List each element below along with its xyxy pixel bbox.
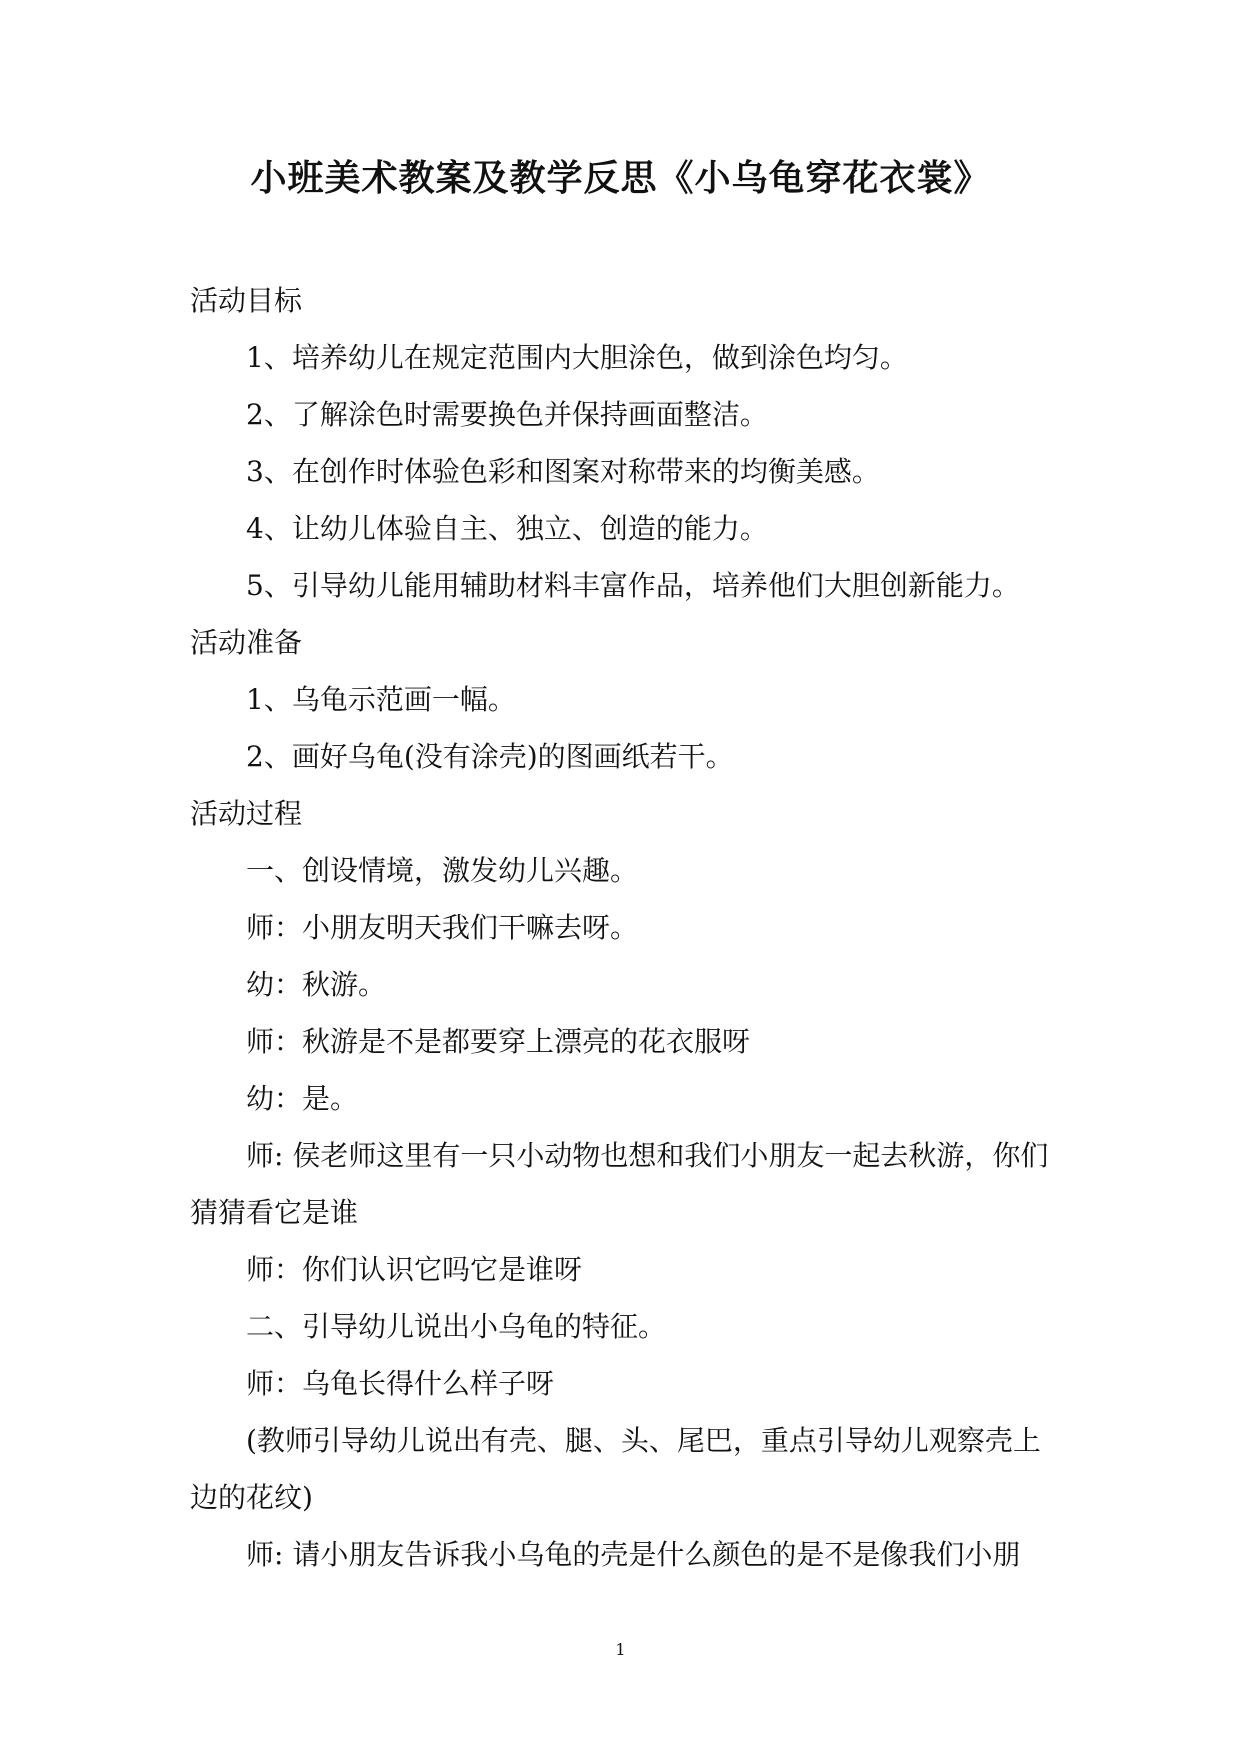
goal-item-5: 5、引导幼儿能用辅助材料丰富作品，培养他们大胆创新能力。 [246, 569, 1020, 602]
document-body [190, 272, 1055, 1583]
process-line-5: 幼：是。 [246, 1082, 359, 1115]
process-line-2: 师：小朋友明天我们干嘛去呀。 [246, 911, 639, 944]
process-line-11: 师: 请小朋友告诉我小乌龟的壳是什么颜色的是不是像我们小朋 [246, 1538, 1021, 1571]
process-line-10: (教师引导幼儿说出有壳、腿、头、尾巴，重点引导幼儿观察壳上边的花纹) [190, 1424, 1041, 1514]
section-heading-goals: 活动目标 [190, 284, 303, 317]
section-heading-preparation: 活动准备 [190, 626, 303, 659]
goal-item-1: 1、培养幼儿在规定范围内大胆涂色，做到涂色均匀。 [246, 341, 908, 374]
page-number: 1 [615, 1640, 626, 1659]
process-line-4: 师：秋游是不是都要穿上漂亮的花衣服呀 [246, 1025, 751, 1058]
process-line-7: 师：你们认识它吗它是谁呀 [246, 1253, 583, 1286]
preparation-item-1: 1、乌龟示范画一幅。 [246, 683, 516, 716]
goal-item-2: 2、了解涂色时需要换色并保持画面整洁。 [246, 398, 768, 431]
process-line-8: 二、引导幼儿说出小乌龟的特征。 [246, 1310, 667, 1343]
section-heading-process: 活动过程 [190, 797, 303, 830]
goal-item-4: 4、让幼儿体验自主、独立、创造的能力。 [246, 512, 768, 545]
document-title: 小班美术教案及教学反思《小乌龟穿花衣裳》 [250, 158, 991, 199]
process-line-9: 师：乌龟长得什么样子呀 [246, 1367, 555, 1400]
process-line-3: 幼：秋游。 [246, 968, 387, 1001]
preparation-item-2: 2、画好乌龟(没有涂壳)的图画纸若干。 [246, 740, 734, 773]
process-line-1: 一、创设情境，激发幼儿兴趣。 [246, 854, 639, 887]
process-line-6: 师: 侯老师这里有一只小动物也想和我们小朋友一起去秋游，你们猜猜看它是谁 [190, 1139, 1049, 1229]
goal-item-3: 3、在创作时体验色彩和图案对称带来的均衡美感。 [246, 455, 880, 488]
